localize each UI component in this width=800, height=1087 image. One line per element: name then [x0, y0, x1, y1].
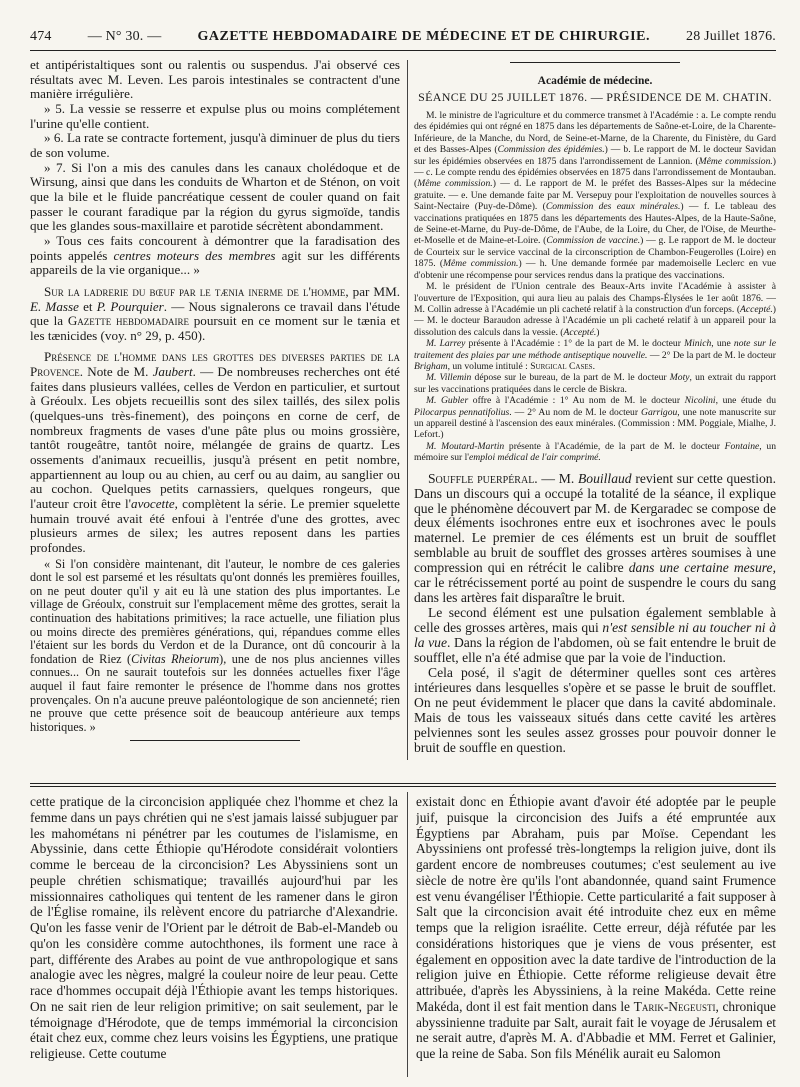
section-rule: [30, 783, 776, 784]
issue-date: 28 Juillet 1876.: [686, 29, 776, 44]
paragraph: existait donc en Éthiopie avant d'avoir été adoptée par le peuple juif, puisque la circoncision des Juifs a été empruntée aux Égyptiens par Abraham, puis par Moïse. Cependant les Abyssiniens ont professé très-longtemps la religion juive, dont ils gardent encore de nombreuses coutumes; c'est seulement au ive siècle de notre ère qu'ils l'ont abandonnée, quand saint Frumence est venu évangéliser l'Éthiopie. Cette particularité a fait supposer à Salt que la circoncision avait été introduite chez eux en même temps que la religion israélite. Cette erreur, déjà réfutée par les considérations historiques que je viens de vous présenter, est également en opposition avec la date tardive de l'introduction de la religion juive en Éthiopie. Cette réforme religieuse devait être attribuée, d'après les Abyssiniens, à la reine Makéda. Cette reine Makéda, dont il est fait mention dans le Tarik-Negeusti, chronique abyssinienne traduite par Salt, aurait fait le voyage de Jérusalem et ne serait autre, d'après M. A. d'Abbadie et MM. Ferret et Galinier, que la reine de Saba. Son fils Ménélik aurait eu Salomon: [416, 794, 776, 1061]
issue-number: — N° 30. —: [87, 29, 162, 44]
column-divider: [407, 60, 408, 760]
left-column: [30, 58, 400, 752]
seance-heading: SÉANCE DU 25 JUILLET 1876. — PRÉSIDENCE DE M. CHATIN.: [418, 90, 772, 104]
paragraph: » 7. Si l'on a mis des canules dans les canaux cholédoque et de Wirsung, ainsi que dans les conduits de Wharton et de Sténon, on voit que la bile et le fluide pancréatique cessent de couler quand on fait passer le courant faradique par la région du gyrus sigmoïde, tandis que les glandes sous-maxillaire et parotide sécrètent abondamment.: [30, 159, 400, 234]
academie-title: Académie de médecine.: [537, 75, 653, 87]
paragraph: M. Gubler offre à l'Académie : 1° Au nom de M. le docteur Nicolini, une étude du Pilocarpus pennatifolius. — 2° Au nom de M. le docteur Garrigou, une note manuscrite sur un appareil destiné à l'ascension des eaux minérales. (Commission : MM. Poggiale, Mialhe, J. Lefort.): [414, 395, 776, 441]
page-number: 474: [30, 29, 52, 44]
paragraph: » Tous ces faits concourent à démontrer que la faradisation des points appelés centres moteurs des membres agit sur les différents appareils de la vie organique... »: [30, 232, 400, 278]
section-title: Présence de l'homme dans les grottes des diverses parties de la Provence.: [30, 349, 400, 380]
correspondence-block: [414, 110, 776, 464]
paragraph: Le second élément est une pulsation également semblable à celle des grosses artères, mais qui n'est sensible ni au toucher ni à la vue. Dans la région de l'abdomen, où se fait entendre le bruit de soufflet, elle n'a été admise que par la voie de l'induction.: [414, 605, 776, 666]
paragraph: M. le ministre de l'agriculture et du commerce transmet à l'Académie : a. Le compte rendu des épidémies qui ont régné en 1875 dans les départements de Saône-et-Loire, de la Charente-Inférieure, de la Manche, du Nord, de Seine-et-Marne, de la Charente, du Finistère, du Gard et des Basses-Alpes (Commission des épidémies.) — b. Le rapport de M. le docteur Savidan sur les épidémies observées en 1875 dans l'arrondissement de Lannion. (Même commission.) — c. Le compte rendu des épidémies observées en 1875 dans l'arrondissement de Montauban. (Même commission.) — d. Le rapport de M. le préfet des Basses-Alpes sur la médecine gratuite. — e. Une demande faite par M. Versepuy pour l'exploitation de nouvelles sources à Saint-Nectaire (Puy-de-Dôme). (Commission des eaux minérales.) — f. Le tableau des vaccinations pratiquées en 1875 dans les départements des Hautes-Alpes, de la Haute-Saône, de Seine-et-Marne, du Puy-de-Dôme, de l'Aube, de la Loire, du Cher, de l'Oise, de Meurthe-et-Moselle et de Maine-et-Loire. (Commission de vaccine.) — g. Le rapport de M. le docteur de Courteix sur le service vaccinal de la circonscription de Chambon-Feugerolles (Loire) en 1875. (Même commission.) — h. Une demande formée par mademoiselle Leclerc en vue d'obtenir une récompense pour services rendus dans la pratique des vaccinations.: [414, 110, 776, 281]
paragraph: M. le président de l'Union centrale des Beaux-Arts invite l'Académie à assister à l'ouverture de l'Exposition, qui aura lieu au palais des Champs-Élysées le 1er août 1876. — M. Collin adresse à l'Académie un pli cacheté relatif à la construction d'un forceps. (Accepté.) — M. le docteur Baraudon adresse à l'Académie un pli cacheté relatif à un appareil pour la dissolution des calculs dans la vessie. (Accepté.): [414, 281, 776, 338]
section-end-rule: [130, 740, 300, 741]
grottes-paragraph: Présence de l'homme dans les grottes des diverses parties de la Provence. Note de M. Jaubert. — De nombreuses recherches ont été faites dans plusieurs vallées, celles de Verdon en particulier, et surtout à Gréoulx. Les objets recueillis sont des silex taillés, des silex polis (quelques-uns très-finement), des poinçons en corne de cerf, de nombreux fragments de vases d'une pâte plus ou moins grossière, tantôt rougeâtre, tantôt noire, mélangée de grains de quartz. Les ossements d'animaux recueillis, jusqu'à présent en petit nombre, appartiennent au loup ou au chien, au cerf ou au daim, au sanglier ou au cochon. Quelques petits carnassiers, quelques rongeurs, que l'auteur croit être l'avocette, complètent la série. Le premier squelette humain trouvé avait été enfoui à l'entrée d'une des grottes, avec plusieurs armes de silex; les autres reposent dans les parties profondes.: [30, 349, 400, 555]
paragraph: M. Villemin dépose sur le bureau, de la part de M. le docteur Moty, un extrait du rapport sur les vaccinations pratiquées dans le cercle de Biskra.: [414, 372, 776, 395]
paragraph: M. Larrey présente à l'Académie : 1° de la part de M. le docteur Minich, une note sur le traitement des plaies par une méthode antiseptique nouvelle. — 2° De la part de M. le docteur Brigham, un volume intitulé : Surgical Cases.: [414, 338, 776, 372]
section-rule: [510, 62, 680, 63]
paragraph: » 5. La vessie se resserre et expulse plus ou moins complétement l'urine qu'elle contient.: [30, 100, 400, 131]
bottom-left-column: [30, 794, 398, 1080]
column-divider: [407, 792, 408, 1077]
section-title: Souffle puerpéral.: [428, 470, 538, 486]
paragraph: Souffle puerpéral. — M. Bouillaud revient sur cette question. Dans un discours qui a occupé la totalité de la séance, il explique que le phénomène découvert par M. de Kergaradec se compose de deux éléments isochrones entre eux et isochrones avec le pouls maternel. Le premier de ces éléments est un bruit de soufflet semblable au bruit de soufflet des grosses artères soumises à une compression qui en rétrécit le calibre dans une certaine mesure, car le rétrécissement porté au point de suspendre le cours du sang dans les artères fait disparaître le bruit.: [414, 470, 776, 606]
header-rule: [30, 50, 776, 51]
ladrerie-paragraph: Sur la ladrerie du bœuf par le tænia inerme de l'homme, par MM. E. Masse et P. Pourquier. — Nous signalerons ce travail dans l'étude que la Gazette hebdomadaire poursuit en ce moment sur le tænia et les tænicides (voy. n° 29, p. 450).: [30, 283, 400, 343]
paragraph: Cela posé, il s'agit de déterminer quelles sont ces artères intérieures dans lesquelles s'opère et se passe le bruit de soufflet. On ne peut évidemment le placer que dans la cavité abdominale. Mais de tous les vaisseaux situés dans cette cavité les artères pelviennes sont les seules assez grosses pour pouvoir donner le bruit de souffle en question.: [414, 664, 776, 755]
journal-title: GAZETTE HEBDOMADAIRE DE MÉDECINE ET DE CHIRURGIE.: [197, 29, 650, 44]
paragraph: et antipéristaltiques sont ou ralentis ou suspendus. J'ai observé ces résultats avec M. Leven. Les parois intestinales se contractent d'une manière irrégulière.: [30, 58, 400, 102]
souffle-block: [414, 472, 776, 756]
section-title: Sur la ladrerie du bœuf par le tænia inerme de l'homme,: [44, 283, 349, 299]
bottom-right-column: [416, 794, 776, 1080]
paragraph: M. Moutard-Martin présente à l'Académie, de la part de M. le docteur Fontaine, un mémoire sur l'emploi médical de l'air comprimé.: [414, 440, 776, 464]
quote-paragraph: « Si l'on considère maintenant, dit l'auteur, le nombre de ces galeries dont le sol est parsemé et les résultats qu'ont donnés les premières fouilles, on ne peut douter qu'il y ait eu là une station des plus importantes. Le village de Gréoulx, construit sur l'emplacement même des grottes, serait la continuation des habitations primitives; la race actuelle, une filiation plus ou moins directe des premières générations, qui, répandues comme elles l'étaient sur les bords du Verdon et de la Durance, ont dû concourir à la fondation de Riez (Civitas Rheiorum), une de nos plus anciennes villes connues... On ne saurait toutefois sur les données actuelles fixer l'âge auquel il faut faire remonter le présence de l'homme dans nos grottes provençales. On n'a aucune preuve paléontologique de son ancienneté; rien ne prouve que cette présence soit de beaucoup antérieure aux temps historiques. »: [30, 556, 400, 734]
section-rule: [30, 786, 776, 787]
paragraph: cette pratique de la circoncision appliquée chez l'homme et chez la femme dans un pays chrétien qui ne s'est jamais laissé subjuguer par les mahométans ni pénétrer par les coutumes de l'islamisme, en Abyssinie, dans cette Éthiopie qu'Hérodote considérait volontiers comme le berceau de la circoncision? Les Abyssiniens sont un peuple chrétien schismatique; travaillés aujourd'hui par les missionnaires catholiques qui tentent de les ramener dans le giron de l'Église romaine, ils relèvent encore du patriarche d'Alexandrie. Qu'on les fasse venir de l'Orient par le détroit de Bab-el-Mandeb ou qu'on les considère comme autochthones, ils forment une race à part, différente des Arabes au point de vue anthropologique et sans analogie avec les nègres, malgré la couleur noire de leur peau. Cette race d'hommes occupait déjà l'Éthiopie avant les temps historiques. On ne sait rien de leur religion primitive; on sait seulement, par le témoignage d'Hérodote, que de temps immémorial la circoncision était chez eux, comme chez leurs voisins les Égyptiens, une pratique religieuse. Cette coutume: [30, 794, 398, 1061]
right-column: [414, 58, 776, 772]
page-header: [30, 26, 776, 48]
paragraph: » 6. La rate se contracte fortement, jusqu'à diminuer de plus du tiers de son volume.: [30, 130, 400, 160]
